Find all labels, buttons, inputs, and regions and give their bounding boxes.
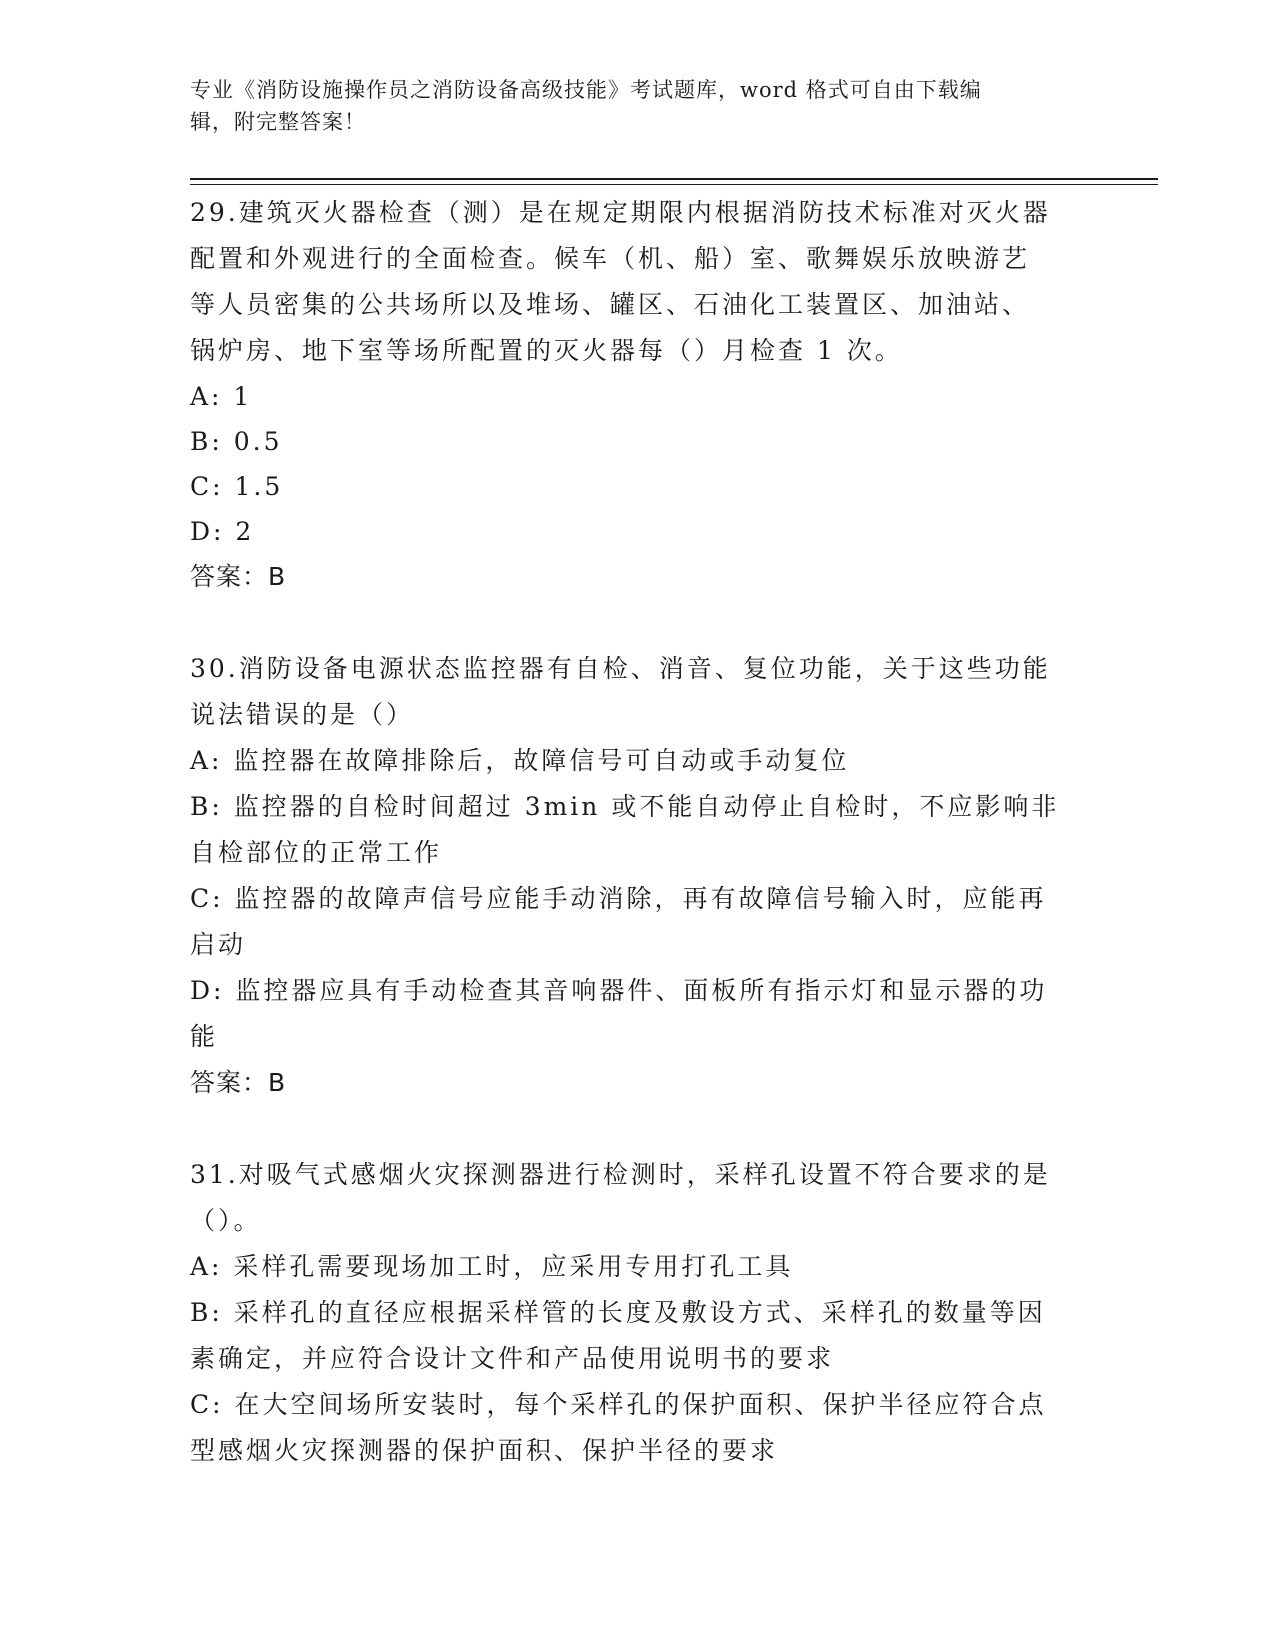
question-29 xyxy=(190,190,1090,600)
answer-text: 答案：B xyxy=(190,1068,287,1097)
question-stem-line: 锅炉房、地下室等场所配置的灭火器每（）月检查 1 次。 xyxy=(190,336,903,365)
option-b: B: 采样孔的直径应根据采样管的长度及敷设方式、采样孔的数量等因 xyxy=(190,1298,1046,1327)
option-d-continued: 能 xyxy=(190,1022,219,1051)
question-stem-line: 31.对吸气式感烟火灾探测器进行检测时，采样孔设置不符合要求的是 xyxy=(190,1160,1051,1189)
document-header xyxy=(190,74,1090,138)
header-line-2: 辑，附完整答案！ xyxy=(190,110,366,134)
option-b-continued: 自检部位的正常工作 xyxy=(190,838,443,867)
option-c: C: 监控器的故障声信号应能手动消除，再有故障信号输入时，应能再 xyxy=(190,884,1047,913)
question-gap xyxy=(190,1106,1090,1152)
question-30 xyxy=(190,646,1090,1106)
answer-text: 答案：B xyxy=(190,562,287,591)
question-gap xyxy=(190,600,1090,646)
option-c-continued: 型感烟火灾探测器的保护面积、保护半径的要求 xyxy=(190,1436,779,1465)
option-c: C: 在大空间场所安装时，每个采样孔的保护面积、保护半径应符合点 xyxy=(190,1390,1047,1419)
question-stem-line: 29.建筑灭火器检查（测）是在规定期限内根据消防技术标准对灭火器 xyxy=(190,198,1051,227)
question-list xyxy=(190,190,1090,1474)
header-line-1: 专业《消防设施操作员之消防设备高级技能》考试题库，word 格式可自由下载编 xyxy=(190,78,982,102)
question-stem-line: （）。 xyxy=(190,1206,262,1235)
question-stem-line: 等人员密集的公共场所以及堆场、罐区、石油化工装置区、加油站、 xyxy=(190,290,1031,319)
question-31 xyxy=(190,1152,1090,1474)
option-c-continued: 启动 xyxy=(190,930,247,959)
option-a: A: 监控器在故障排除后，故障信号可自动或手动复位 xyxy=(190,746,850,775)
option-b-continued: 素确定，并应符合设计文件和产品使用说明书的要求 xyxy=(190,1344,835,1373)
option-b: B: 监控器的自检时间超过 3min 或不能自动停止自检时，不应影响非 xyxy=(190,792,1060,821)
question-stem-line: 30.消防设备电源状态监控器有自检、消音、复位功能，关于这些功能 xyxy=(190,654,1051,683)
option-a: A: 采样孔需要现场加工时，应采用专用打孔工具 xyxy=(190,1252,794,1281)
option-a: A: 1 xyxy=(190,382,253,411)
header-rule-thick xyxy=(190,178,1158,180)
question-stem-line: 说法错误的是（） xyxy=(190,700,415,729)
option-d: D: 2 xyxy=(190,517,255,546)
option-c: C: 1.5 xyxy=(190,472,284,501)
option-b: B: 0.5 xyxy=(190,427,283,456)
header-rule-thin xyxy=(190,184,1158,185)
question-stem-line: 配置和外观进行的全面检查。候车（机、船）室、歌舞娱乐放映游艺 xyxy=(190,244,1031,273)
option-d: D: 监控器应具有手动检查其音响器件、面板所有指示灯和显示器的功 xyxy=(190,976,1048,1005)
